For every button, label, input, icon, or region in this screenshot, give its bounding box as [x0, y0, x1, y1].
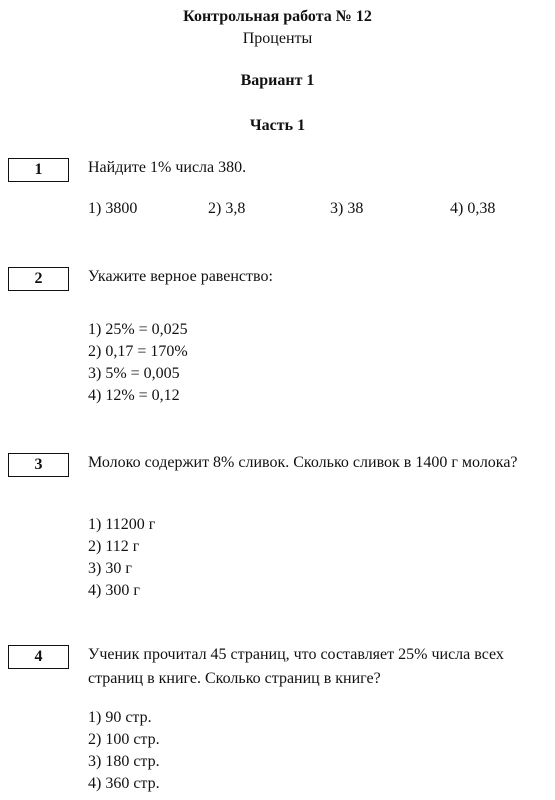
answer-option: 4) 300 г	[88, 582, 140, 599]
answer-options	[88, 514, 155, 602]
task-number-box: 3	[8, 453, 69, 477]
task-question: Молоко содержит 8% сливок. Сколько сливок в 1400 г молока?	[88, 454, 518, 471]
answer-option: 2) 3,8	[208, 200, 246, 217]
answer-option: 3) 38	[330, 200, 364, 217]
task-question: Найдите 1% числа 380.	[88, 159, 247, 176]
part-heading: Часть 1	[249, 117, 306, 134]
task-number-box: 2	[8, 267, 69, 291]
answer-option: 3) 180 стр.	[88, 753, 160, 770]
answer-option: 1) 3800	[88, 200, 138, 217]
task-question: Укажите верное равенство:	[88, 268, 273, 285]
answer-option: 1) 25% = 0,025	[88, 321, 188, 338]
answer-option: 2) 0,17 = 170%	[88, 343, 188, 360]
page-subtitle: Проценты	[242, 30, 313, 47]
answer-options	[88, 707, 160, 795]
task-number-box: 1	[8, 158, 69, 182]
answer-option: 4) 0,38	[450, 200, 496, 217]
answer-option: 2) 100 стр.	[88, 731, 160, 748]
page-title: Контрольная работа № 12	[183, 8, 372, 25]
answer-option: 4) 12% = 0,12	[88, 387, 180, 404]
variant-heading: Вариант 1	[240, 72, 315, 89]
answer-option: 2) 112 г	[88, 538, 140, 555]
answer-option: 3) 5% = 0,005	[88, 365, 180, 382]
answer-option: 1) 11200 г	[88, 516, 156, 533]
answer-option: 1) 90 стр.	[88, 709, 152, 726]
answer-option: 4) 360 стр.	[88, 775, 160, 792]
task-question: Ученик прочитал 45 страниц, что составляет 25% числа всех страниц в книге. Сколько страниц в книге?	[88, 646, 504, 687]
answer-options	[88, 319, 188, 407]
task-number-box: 4	[8, 645, 69, 669]
answer-option: 3) 30 г	[88, 560, 132, 577]
